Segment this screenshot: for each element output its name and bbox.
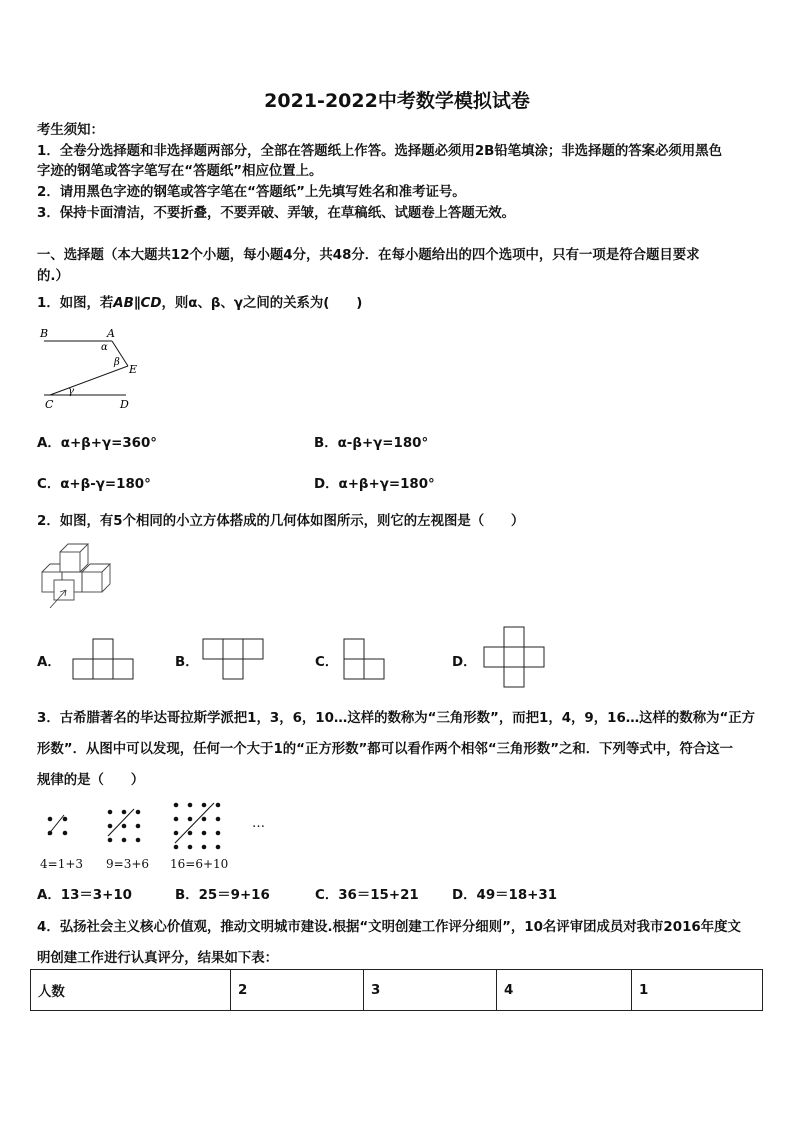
sq [344,639,364,659]
cube-right-depth [82,564,110,592]
section-heading: 一、选择题（本大题共12个小题，每小题4分，共48分．在每小题给出的四个选项中，只有一项是符合题目要求 [37,248,700,263]
dot [202,845,207,850]
cube-right [82,572,102,592]
label-e: E [129,363,138,376]
q1-option-d: D．α+β+γ=180° [314,477,435,492]
q2-option-d-label: D． [452,655,477,670]
sq [203,639,223,659]
dot [108,824,113,829]
section-heading-cont: 的.） [37,269,69,284]
label-a: A [107,327,115,340]
dots-2x2 [44,812,74,842]
sq [93,639,113,659]
cube-front [54,580,74,600]
dot [216,817,221,822]
dots-caption-1: 4=1+3 [40,857,84,871]
q1-option-c: C．α+β-γ=180° [37,477,151,492]
dot [216,845,221,850]
dot [122,810,127,815]
score-table [30,969,763,1011]
question-1-text [37,292,362,311]
dot [108,838,113,843]
sq [344,659,364,679]
table-row [31,970,763,1011]
dots-caption-2: 9=3+6 [106,857,150,871]
sq [73,659,93,679]
label-beta: β [114,357,120,368]
q3-option-b: B．25＝9+16 [175,888,270,903]
dots-ellipsis: … [252,816,265,831]
q3-option-a: A．13＝3+10 [37,888,132,903]
q1-option-b: B．α-β+γ=180° [314,436,429,451]
table-cell: 3 [364,970,497,1011]
dot [122,838,127,843]
sq [243,639,263,659]
label-d: D [120,398,129,411]
sq [93,659,113,679]
notice-item-1-cont: 字迹的钢笔或答字笔写在“答题纸”相应位置上。 [37,164,323,179]
cube-left-depth [42,564,60,572]
dot [174,803,179,808]
sq [524,647,544,667]
table-cell: 4 [497,970,632,1011]
q2-option-a-label: A． [37,655,61,670]
dot [63,831,68,836]
dot [202,803,207,808]
q2-option-c-label: C． [315,655,339,670]
q2-option-b-label: B． [175,655,199,670]
diagonal [175,803,214,843]
sq [223,659,243,679]
q1-option-a: A．α+β+γ=360° [37,436,157,451]
page-title: 2021-2022中考数学模拟试卷 [264,90,530,112]
dot [136,824,141,829]
dot [63,817,68,822]
q1-text-prefix: 1．如图，若 [37,296,114,311]
sq [364,659,384,679]
sq [504,647,524,667]
label-alpha: α [101,342,108,353]
dot [188,845,193,850]
cube-top-depth [60,544,88,572]
dot [188,831,193,836]
q2-option-c-view [343,638,385,680]
dot [188,803,193,808]
q2-option-d-view [483,626,545,688]
dot [136,838,141,843]
q2-option-a-view [72,638,134,680]
q3-option-c: C．36＝15+21 [315,888,419,903]
cube-top [60,552,80,572]
q2-cube-stack-figure [38,540,112,612]
dot [174,845,179,850]
label-c: C [45,398,54,411]
question-4-line-1: 4．弘扬社会主义核心价值观，推动文明城市建设.根据“文明创建工作评分细则”，10名评审团成员对我市2016年度文 [37,920,741,935]
q1-parallel-expr: AB∥CD [113,296,162,311]
dot [188,817,193,822]
label-gamma: γ [68,386,74,397]
question-2-text: 2．如图，有5个相同的小立方体搭成的几何体如图所示，则它的左视图是（ ） [37,514,525,529]
table-cell: 2 [231,970,364,1011]
sq [504,627,524,647]
table-cell: 人数 [31,970,231,1011]
sq [223,639,243,659]
notice-heading: 考生须知： [37,123,104,138]
question-3-line-1: 3．古希腊著名的毕达哥拉斯学派把1，3，6，10…这样的数称为“三角形数”，而把1，4，9，16…这样的数称为“正方 [37,711,756,726]
dots-4x4 [170,799,226,855]
question-3-line-3: 规律的是（ ） [37,773,145,788]
dots-3x3 [104,806,144,846]
dot [174,817,179,822]
dot [108,810,113,815]
q3-option-d: D．49＝18+31 [452,888,558,903]
dot [202,817,207,822]
dot [216,831,221,836]
dot [122,824,127,829]
notice-item-1: 1．全卷分选择题和非选择题两部分，全部在答题纸上作答。选择题必须用2B铅笔填涂；非选择题的答案必须用黑色 [37,144,722,159]
q1-text-suffix: ，则α、β、γ之间的关系为( ) [161,296,363,311]
sq [484,647,504,667]
sq [113,659,133,679]
notice-item-3: 3．保持卡面清洁，不要折叠，不要弄破、弄皱，在草稿纸、试题卷上答题无效。 [37,206,515,221]
table-cell: 1 [632,970,763,1011]
question-4-line-2: 明创建工作进行认真评分，结果如下表： [37,951,279,966]
dots-caption-3: 16=6+10 [170,857,229,871]
question-3-line-2: 形数”．从图中可以发现，任何一个大于1的“正方形数”都可以看作两个相邻“三角形数”之和．下列等式中，符合这一 [37,742,734,757]
dot [216,803,221,808]
q1-parallel-lines-figure [36,322,146,412]
sq [504,667,524,687]
dot [136,810,141,815]
dot [174,831,179,836]
q2-option-b-view [202,638,264,680]
notice-item-2: 2．请用黑色字迹的钢笔或答字笔在“答题纸”上先填写姓名和准考证号。 [37,185,466,200]
dot [48,817,53,822]
label-b: B [40,327,49,340]
line-ec [50,366,128,395]
dot [202,831,207,836]
